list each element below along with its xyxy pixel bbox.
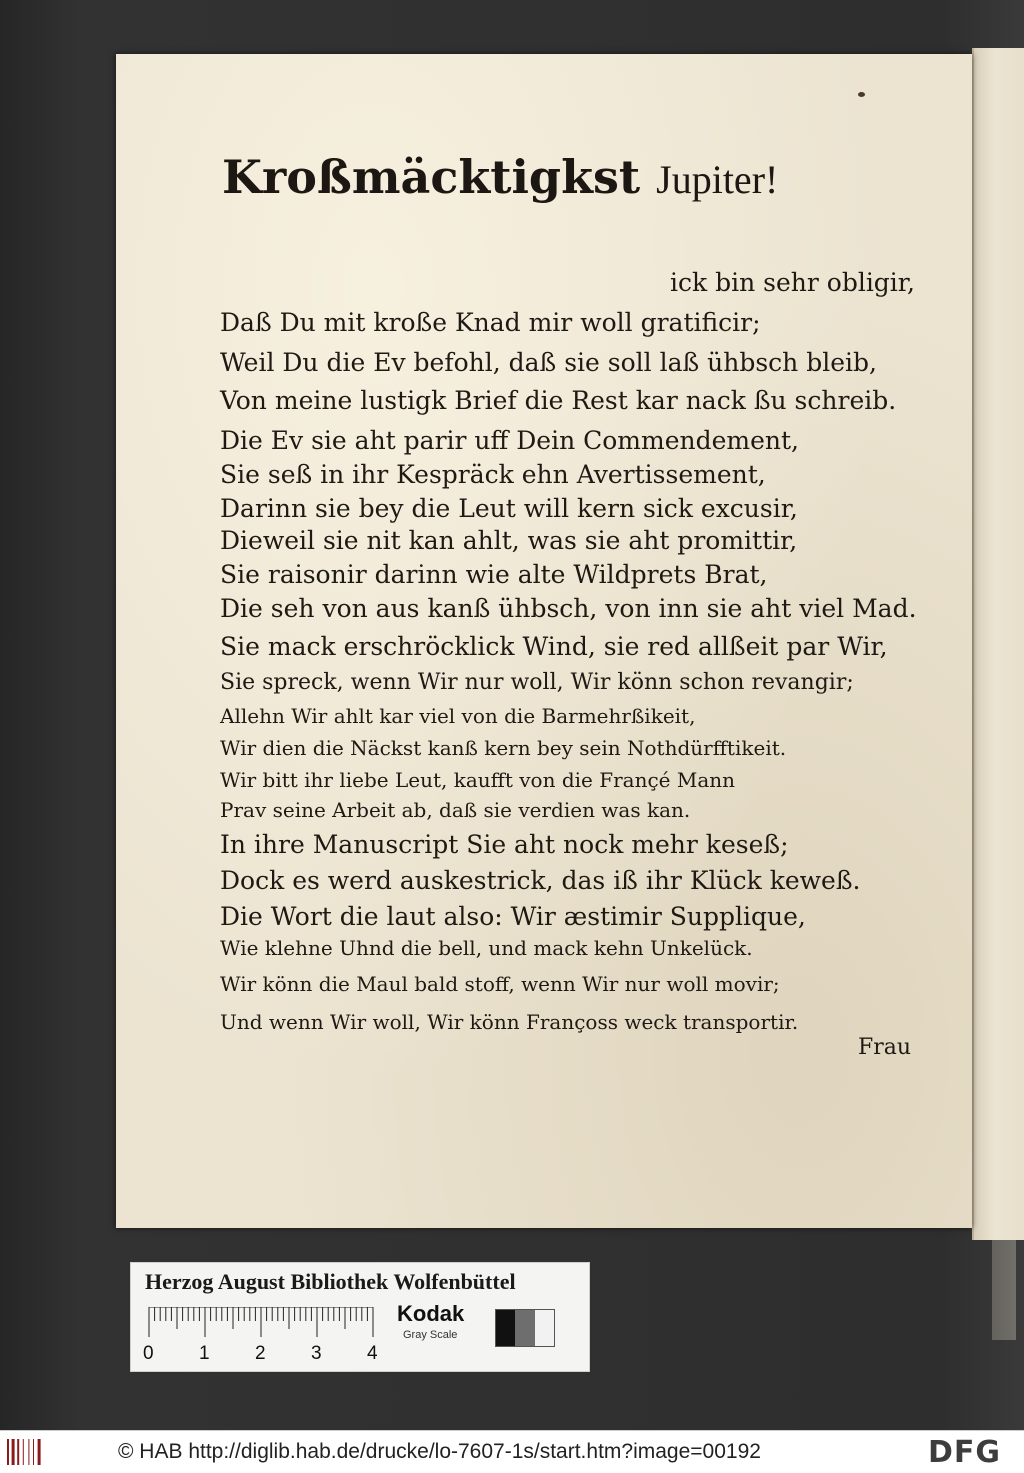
title-latin: Jupiter! — [656, 157, 779, 202]
barcode-icon — [6, 1437, 48, 1467]
poem-line: Und wenn Wir woll, Wir könn Françoss weck transportir. — [220, 1010, 799, 1034]
ruler-number: 4 — [367, 1343, 378, 1364]
poem-line: Darinn sie bey die Leut will kern sick excusir, — [220, 494, 798, 523]
gray-scale-label: Gray Scale — [403, 1329, 458, 1341]
poem-line: Von meine lustigk Brief die Rest kar nack ßu schreib. — [220, 386, 897, 415]
poem-text — [116, 54, 972, 1228]
title-fraktur: Kroßmäcktigkst — [222, 150, 641, 204]
poem-line: Daß Du mit kroße Knad mir woll gratificir; — [220, 308, 761, 337]
poem-line: Wir dien die Näckst kanß kern bey sein Nothdürfftikeit. — [220, 736, 787, 760]
poem-line: Sie seß in ihr Kespräck ehn Avertissement, — [220, 460, 766, 489]
swatch-black — [496, 1310, 515, 1346]
poem-line: Sie mack erschröcklick Wind, sie red allßeit par Wir, — [220, 632, 888, 661]
facing-page-edge — [972, 48, 1024, 1240]
poem-line: Die seh von aus kanß ühbsch, von inn sie aht viel Mad. — [220, 594, 917, 623]
library-color-card — [130, 1262, 590, 1372]
footer-bar — [0, 1430, 1024, 1473]
poem-line: Wir könn die Maul bald stoff, wenn Wir nur woll movir; — [220, 972, 780, 996]
poem-line: Wie klehne Uhnd die bell, und mack kehn Unkelück. — [220, 936, 753, 960]
poem-line: Die Ev sie aht parir uff Dein Commendement, — [220, 426, 799, 455]
dfg-logo: DFG — [928, 1435, 1002, 1470]
poem-line: Wir bitt ihr liebe Leut, kaufft von die Françé Mann — [220, 768, 736, 792]
ruler-scale — [147, 1307, 379, 1341]
catchword: Frau — [858, 1035, 912, 1060]
poem-line: Sie raisonir darinn wie alte Wildprets Brat, — [220, 560, 768, 589]
gray-scale-swatches — [495, 1309, 555, 1347]
poem-line: Dock es werd auskestrick, das iß ihr Klück keweß. — [220, 866, 861, 895]
copyright-url[interactable]: © HAB http://diglib.hab.de/drucke/lo-7607-1s/start.htm?image=00192 — [118, 1440, 761, 1463]
poem-line: ick bin sehr obligir, — [670, 268, 915, 297]
library-name: Herzog August Bibliothek Wolfenbüttel — [145, 1269, 516, 1294]
kodak-logo: Kodak — [397, 1301, 465, 1326]
ruler-number: 1 — [199, 1343, 210, 1364]
poem-line: Prav seine Arbeit ab, daß sie verdien was kan. — [220, 798, 691, 822]
ruler-number: 3 — [311, 1343, 322, 1364]
swatch-white — [535, 1310, 554, 1346]
poem-line: In ihre Manuscript Sie aht nock mehr keseß; — [220, 830, 789, 859]
poem-line: Sie spreck, wenn Wir nur woll, Wir könn schon revangir; — [220, 670, 854, 695]
poem-line: Weil Du die Ev befohl, daß sie soll laß ühbsch bleib, — [220, 348, 877, 377]
swatch-gray — [515, 1310, 534, 1346]
poem-line: Die Wort die laut also: Wir æstimir Supplique, — [220, 902, 806, 931]
book-page — [116, 54, 972, 1228]
poem-line: Allehn Wir ahlt kar viel von die Barmehrßikeit, — [220, 704, 696, 728]
ruler-number: 2 — [255, 1343, 266, 1364]
ruler-number: 0 — [143, 1343, 154, 1364]
poem-line: Dieweil sie nit kan ahlt, was sie aht promittir, — [220, 526, 798, 555]
